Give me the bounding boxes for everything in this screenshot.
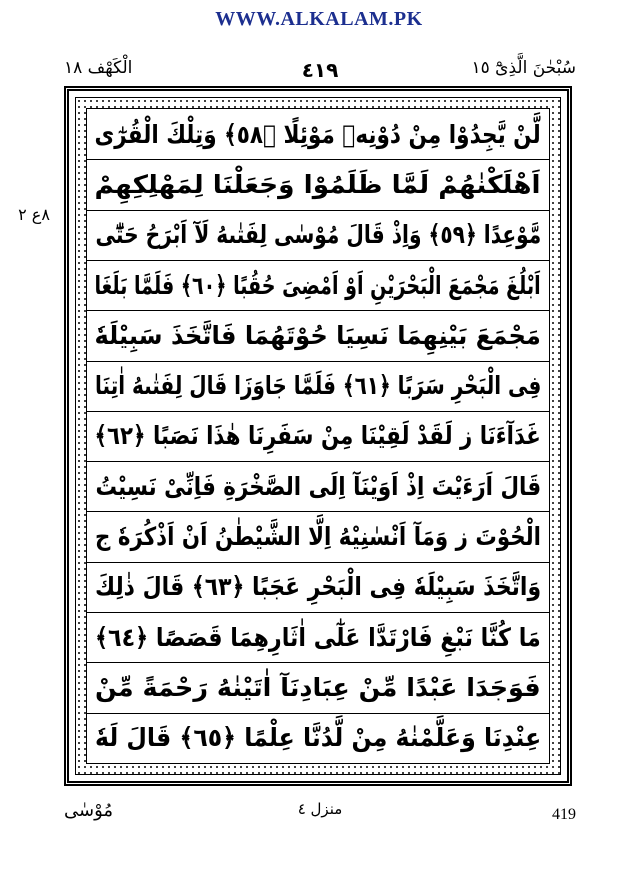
verse-line-text: فَوَجَدَا عَبْدًا مِّنْ عِبَادِنَآ اٰتَيْنٰهُ رَحْمَةً مِّنْ: [95, 673, 541, 703]
catchword: مُوْسٰى: [64, 800, 114, 821]
verse-line-text: عِنْدِنَا وَعَلَّمْنٰهُ مِنْ لَّدُنَّا عِلْمًا ﴿٦٥﴾ قَالَ لَهٗ: [94, 723, 542, 753]
verse-line-text: مَجْمَعَ بَيْنِهِمَا نَسِيَا حُوْتَهُمَا فَاتَّخَذَ سَبِيْلَهٗ: [94, 320, 542, 350]
verse-line: [87, 511, 549, 562]
verse-line-text: الْحُوْتَ ز وَمَآ اَنْسٰنِيْهُ اِلَّا الشَّيْطٰنُ اَنْ اَذْكُرَهٗ ج: [95, 522, 542, 552]
verse-line: [87, 210, 549, 261]
verse-line: [87, 411, 549, 462]
verse-line-text: اَبْلُغَ مَجْمَعَ الْبَحْرَيْنِ اَوْ اَمْضِىَ حُقُبًا ﴿٦٠﴾ فَلَمَّا بَلَغَا: [94, 270, 542, 300]
verse-line-text: فِى الْبَحْرِ سَرَبًا ﴿٦١﴾ فَلَمَّا جَاوَزَا قَالَ لِفَتٰىهُ اٰتِنَا: [94, 371, 542, 401]
verse-line: [87, 109, 549, 160]
decorative-border: [75, 97, 561, 775]
page-number-latin: 419: [552, 806, 576, 823]
verse-line: [87, 612, 549, 663]
text-frame: [64, 86, 572, 786]
verse-line: [87, 310, 549, 361]
verse-line: [87, 361, 549, 412]
page-number-arabic: ٤١٩: [301, 58, 339, 82]
verse-line: [87, 662, 549, 713]
manzil-label: منزل ٤: [297, 800, 343, 818]
verse-line: [87, 713, 549, 763]
verse-line-text: اَهْلَكْنٰهُمْ لَمَّا ظَلَمُوْا وَجَعَلْنَا لِمَهْلِكِهِمْ: [94, 169, 542, 199]
site-url[interactable]: WWW.ALKALAM.PK: [215, 8, 423, 30]
verse-block: [86, 108, 550, 764]
verse-line-text: مَا كُنَّا نَبْغِ فَارْتَدَّا عَلٰٓى اٰثَارِهِمَا قَصَصًا ﴿٦٤﴾: [95, 622, 541, 652]
verse-line-text: غَدَآءَنَا ز لَقَدْ لَقِيْنَا مِنْ سَفَرِنَا هٰذَا نَصَبًا ﴿٦٢﴾: [94, 421, 542, 451]
verse-line: [87, 159, 549, 210]
verse-line: [87, 260, 549, 311]
verse-line-text: وَاتَّخَذَ سَبِيْلَهٗ فِى الْبَحْرِ عَجَبًا ﴿٦٣﴾ قَالَ ذٰلِكَ: [94, 572, 542, 602]
juz-name: سُبْحٰنَ الَّذِیْٓ ١٥: [471, 58, 576, 78]
ruku-marker: ٨ع ٢: [18, 205, 50, 224]
surah-name: الْكَهْف ١٨: [64, 58, 133, 78]
verse-line-text: مَّوْعِدًا ﴿٥٩﴾ وَاِذْ قَالَ مُوْسٰى لِفَتٰىهُ لَآ اَبْرَحُ حَتّٰٓى: [95, 220, 541, 250]
verse-line: [87, 461, 549, 512]
verse-line-text: لَّنْ يَّجِدُوْا مِنْ دُوْنِهٖ مَوْئِلًا ﴿٥٨﴾ وَتِلْكَ الْقُرٰٓى: [94, 119, 542, 149]
page-footer: [64, 800, 576, 828]
verse-line-text: قَالَ اَرَءَيْتَ اِذْ اَوَيْنَآ اِلَى الصَّخْرَةِ فَاِنِّىْ نَسِيْتُ: [95, 471, 541, 501]
verse-line: [87, 562, 549, 613]
page-header: [64, 58, 576, 88]
